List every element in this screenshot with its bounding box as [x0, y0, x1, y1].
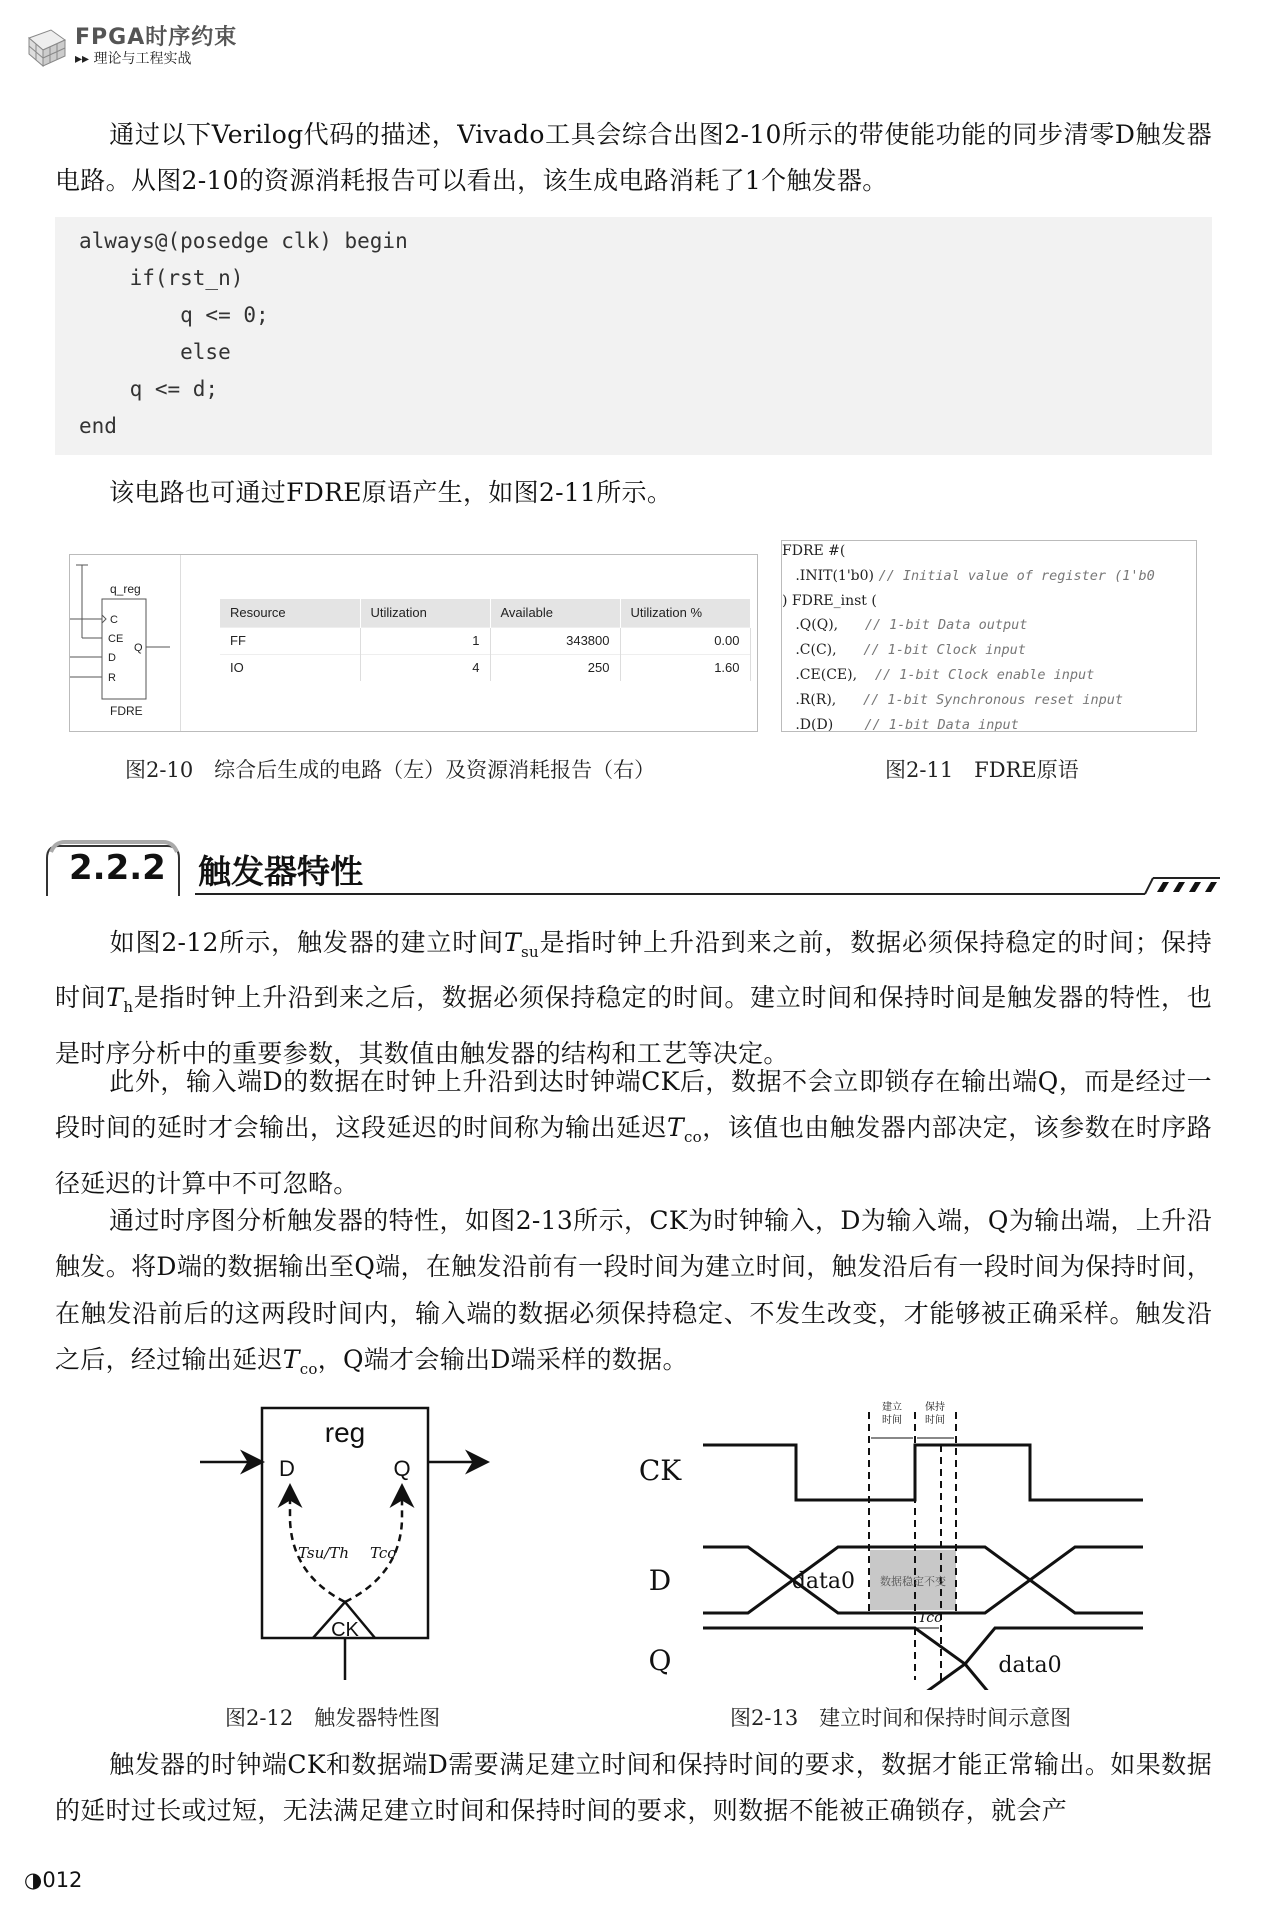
- text: 是指时钟上升沿到来之前，数据必须保持稳定的时间；保持时间: [55, 928, 1213, 1013]
- table-cell: 250: [490, 654, 620, 681]
- page-number: [24, 1868, 82, 1892]
- resource-table: [220, 599, 751, 681]
- table-row: [220, 654, 750, 681]
- figure-caption: 图2-11 FDRE原语: [885, 758, 1079, 782]
- code-text: .D(D): [782, 716, 865, 732]
- figure-2-13: [630, 1390, 1210, 1690]
- code-line: [782, 593, 877, 609]
- text: 是指时钟上升沿到来之后，数据必须保持稳定的时间。建立时间和保持时间是触发器的特性，也是时序分析中的重要参数，其数值由触发器的结构和工艺等决定。: [55, 983, 1212, 1068]
- column-header: Utilization: [360, 599, 490, 627]
- paragraph-text: 触发器的时钟端CK和数据端D需要满足建立时间和保持时间的要求，数据才能正常输出。如果数据的延时过长或过短，无法满足建立时间和保持时间的要求，则数据不能被正确锁存，就会产: [55, 1750, 1212, 1826]
- cube-logo-icon: [25, 24, 69, 68]
- code-text: .C(C),: [782, 642, 864, 659]
- table-cell: 4: [360, 654, 490, 681]
- paragraph: [55, 1059, 1212, 1207]
- tco-label: Tco: [918, 1610, 943, 1626]
- pin-label: R: [108, 672, 116, 684]
- code-text: .INIT(1'b0): [782, 567, 879, 584]
- paragraph: [55, 112, 1212, 205]
- code-line: end: [79, 414, 117, 438]
- code-line: [782, 543, 845, 559]
- code-comment: // 1-bit Data output: [864, 617, 1028, 634]
- page-marker-icon: ◑: [24, 1868, 43, 1892]
- signal-label-d: D: [648, 1564, 672, 1597]
- code-text: .R(R),: [782, 691, 863, 708]
- figure-2-10: [69, 554, 758, 732]
- symbol: T: [504, 928, 522, 957]
- pin-label: C: [110, 614, 118, 626]
- d-waveform-top: [703, 1547, 793, 1613]
- table-cell: 1.60: [620, 654, 750, 681]
- hold-label: 保持: [925, 1402, 945, 1413]
- code-line: q <= d;: [79, 377, 219, 401]
- code-line: q <= 0;: [79, 303, 269, 327]
- cell-name: q_reg: [110, 582, 141, 596]
- table-header-row: [220, 599, 750, 627]
- code-line: always@(posedge clk) begin: [79, 229, 408, 253]
- subscript: su: [521, 943, 539, 961]
- code-line: [782, 568, 1155, 584]
- table-cell: 0.00: [620, 627, 750, 654]
- subscript: co: [299, 1359, 318, 1378]
- pin-label: D: [108, 652, 116, 664]
- text: ，Q端才会输出D端采样的数据。: [317, 1344, 688, 1374]
- paragraph: [55, 1198, 1212, 1392]
- code-line: [782, 642, 1026, 658]
- fdre-schematic: [70, 555, 180, 731]
- pin-label: Q: [134, 642, 143, 654]
- table-cell: 343800: [490, 627, 620, 654]
- code-block: [55, 217, 1212, 455]
- subscript: h: [123, 998, 134, 1017]
- code-text: ) FDRE_inst (: [782, 592, 877, 609]
- text: 通过时序图分析触发器的特性，如图2-13所示，CK为时钟输入，D为输入端，Q为输出端，上升沿触发。将D端的数据输出至Q端，在触发沿前有一段时间为建立时间，触发沿后有一段时间为保持时间，在触发沿前后的这两段时间内，输入端的数据必须保持稳定、不发生改变，才能够被正确采样。触发沿之后，经过输出延迟: [55, 1206, 1212, 1374]
- divider: [180, 555, 181, 731]
- pin-ck-label: CK: [331, 1619, 359, 1641]
- paragraph-text: 通过以下Verilog代码的描述，Vivado工具会综合出图2-10所示的带使能功能的同步清零D触发器电路。从图2-10的资源消耗报告可以看出，该生成电路消耗了1个触发器。: [55, 120, 1212, 196]
- figure-2-11: [781, 540, 1197, 732]
- column-header: Resource: [220, 599, 360, 627]
- hold-label: 时间: [925, 1415, 945, 1426]
- code-line: [782, 692, 1123, 708]
- text: ，该值也由触发器内部决定，该参数在时序路径延迟的计算中不可忽略。: [55, 1113, 1212, 1198]
- book-header: [25, 18, 265, 70]
- setup-label: 时间: [882, 1415, 902, 1426]
- code-comment: // 1-bit Synchronous reset input: [862, 691, 1124, 708]
- code-line: [782, 667, 1094, 683]
- code-comment: // 1-bit Clock input: [863, 642, 1026, 659]
- figure-caption: 图2-10 综合后生成的电路（左）及资源消耗报告（右）: [125, 758, 656, 782]
- figure-caption: 图2-12 触发器特性图: [225, 1706, 441, 1730]
- tsu-th-label: Tsu/Th: [298, 1544, 349, 1562]
- symbol: T: [666, 1113, 684, 1143]
- tco-label: Tco: [370, 1544, 397, 1562]
- data-d-label: data0: [791, 1569, 855, 1594]
- book-brand: FPGA时序约束: [75, 25, 238, 50]
- q-waveform: [703, 1628, 965, 1690]
- figure-caption: 图2-13 建立时间和保持时间示意图: [730, 1706, 1072, 1730]
- code-comment: // 1-bit Clock enable input: [874, 667, 1095, 683]
- code-text: .Q(Q),: [782, 617, 865, 634]
- ck-waveform: [703, 1445, 1143, 1500]
- code-comment: // Initial value of register (1'b0: [878, 567, 1155, 584]
- table-cell: IO: [220, 654, 360, 681]
- symbol: T: [106, 983, 124, 1013]
- code-line: [782, 717, 1019, 732]
- code-text: .CE(CE),: [782, 667, 875, 683]
- section-heading: [45, 838, 1220, 898]
- setup-label: 建立: [882, 1402, 902, 1413]
- paragraph: [55, 1742, 1212, 1835]
- paragraph-text: 该电路也可通过FDRE原语产生，如图2-11所示。: [109, 478, 673, 507]
- page-number-text: 012: [42, 1868, 83, 1892]
- pin-q-label: Q: [393, 1456, 411, 1481]
- paragraph: [55, 470, 1212, 516]
- code-line: else: [79, 340, 231, 364]
- code-line: [782, 617, 1027, 633]
- text: 此外，输入端D的数据在时钟上升沿到达时钟端CK后，数据不会立即锁存在输出端Q，而是经过一段时间的延时才会输出，这段延迟的时间称为输出延迟: [55, 1067, 1212, 1143]
- book-subtitle: ▸▸ 理论与工程实战: [75, 51, 192, 67]
- data-q-label: data0: [998, 1653, 1062, 1678]
- table-cell: FF: [220, 627, 360, 654]
- text: 如图2-12所示，触发器的建立时间: [109, 928, 505, 957]
- section-title: 触发器特性: [198, 852, 363, 891]
- cell-type: FDRE: [110, 704, 143, 718]
- column-header: Utilization %: [620, 599, 750, 627]
- stable-label: 数据稳定不变: [880, 1575, 946, 1588]
- signal-label-ck: CK: [638, 1454, 682, 1487]
- pin-d-label: D: [279, 1456, 295, 1481]
- symbol: T: [282, 1344, 300, 1374]
- table-cell: 1: [360, 627, 490, 654]
- subtitle-text: 理论与工程实战: [93, 51, 192, 67]
- figure-2-12: [180, 1390, 520, 1690]
- signal-label-q: Q: [648, 1644, 672, 1677]
- code-line: if(rst_n): [79, 266, 244, 290]
- table-row: [220, 627, 750, 654]
- section-number: 2.2.2: [69, 848, 166, 888]
- code-comment: // 1-bit Data input: [864, 716, 1019, 732]
- code-text: FDRE #(: [782, 543, 846, 559]
- pin-label: CE: [108, 633, 124, 645]
- column-header: Available: [490, 599, 620, 627]
- paragraph: [55, 920, 1212, 1077]
- block-label: reg: [324, 1417, 366, 1448]
- subscript: co: [683, 1128, 703, 1147]
